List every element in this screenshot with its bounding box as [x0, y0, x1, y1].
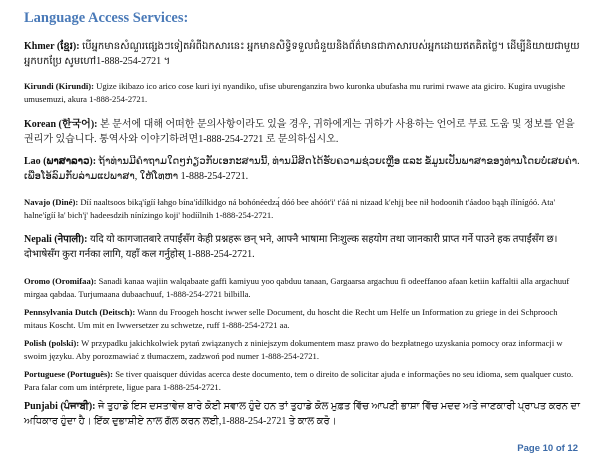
page-number: Page 10 of 12	[517, 443, 578, 454]
language-text: Wann du Froogeh hoscht iwwer selle Document, du hoscht die Recht um Helfe un Information zu griege in dei Schprooch mitaus Koscht. Um mit en Iwwersetzer zu schwetze, ruff 1-888-254-2721 aa.	[24, 307, 558, 330]
entry-lao	[24, 155, 580, 184]
entry-oromo	[24, 275, 580, 300]
entry-polish	[24, 337, 580, 362]
language-name: Portuguese (Português):	[24, 369, 114, 379]
language-name: Navajo (Diné):	[24, 197, 79, 207]
language-text: ຖ້າທ່ານມີຄຳຖາມໃດໆກ່ຽວກັບເອກະສານນີ້, ທ່ານມີສິດໄດ້ຮັບຄວາມຊ່ວຍເຫຼືອ ແລະ ຂໍ້ມູນເປັນພາສາຂອງທ່ານໂດຍບໍ່ເສຍຄ່າ. ເພື່ອໂອ້ລົມກັບລ່າມແປພາສາ, ໃຫ້ໂທຫາ 1-888-254-2721.	[24, 156, 580, 182]
section-title: Language Access Services:	[24, 10, 189, 26]
language-text: यदि यो कागजातबारे तपाईंसँग केही प्रश्नहरू छन् भने, आफ्नै भाषामा निःशुल्क सहयोग तथा जानकारी प्राप्त गर्ने पाउने हक तपाईंसँग छ। दोभाषेसँग कुरा गर्नका लागि, यहाँ कल गर्नुहोस् 1-888-254-2721.	[24, 234, 558, 260]
language-name: Khmer (ខ្មែរ):	[24, 41, 80, 52]
language-text: 본 문서에 대해 어떠한 문의사항이라도 있을 경우, 귀하에게는 귀하가 사용하는 언어로 무료 도움 및 정보를 얻을 권리가 있습니다. 통역사와 이야기하려면1-888-254-2721 로 문의하십시오.	[24, 119, 575, 145]
language-text: បើអ្នកមានសំណួរផ្សេងៗទៀតអំពីឯកសារនេះ អ្នកមានសិទ្ធិទទួលជំនួយនិងព័ត៌មានជាភាសារបស់អ្នកដោយឥតគិតថ្លៃ។ ដើម្បីនិយាយជាមួយអ្នកបកប្រែ សូមហៅ1-888-254-2721 ។	[24, 41, 580, 67]
language-text: Díí naaltsoos biką'ígíí łahgo bína'ídílkidgo ná bohónéedzą́ dóó bee ahóót'i' t'áá ni nizaad k'ehjį bee nił hodoonih t'áadoo bąąh ílínígóó. Ata' halne'ígíí ła' bich'į' hadeesdzih nínízingo koji' hodíílnih 1-888-254-2721.	[24, 197, 556, 220]
language-text: W przypadku jakichkolwiek pytań związanych z niniejszym dokumentem masz prawo do bezpłatnego uzyskania pomocy oraz informacji w swoim języku. Aby porozmawiać z tłumaczem, zadzwoń pod numer 1-888-254-2721.	[24, 338, 563, 361]
language-text: Se tiver quaisquer dúvidas acerca deste documento, tem o direito de solicitar ajuda e informações no seu idioma, sem qualquer custo. Para falar com um intérprete, ligue para 1-888-254-2721.	[24, 369, 574, 392]
language-name: Oromo (Oromifaa):	[24, 276, 97, 286]
entry-korean	[24, 118, 580, 147]
language-name: Nepali (नेपाली):	[24, 234, 88, 245]
entry-pennsylvania-dutch	[24, 306, 580, 331]
entry-kirundi	[24, 80, 580, 105]
language-name: Polish (polski):	[24, 338, 80, 348]
language-name: Kirundi (Kirundi):	[24, 81, 94, 91]
entry-navajo	[24, 196, 580, 221]
language-name: Lao (ພາສາລາວ):	[24, 156, 97, 167]
language-text: Ugize ikibazo ico arico cose kuri iyi nyandiko, ufise uburenganzira bwo kuronka ubufasha mu rurimi rwawe ata giciro. Kugira uvugishe umusemuzi, akura 1-888-254-2721.	[24, 81, 566, 104]
entry-portuguese	[24, 368, 580, 393]
language-text: Sanadi kanaa wajiin walqabaate gaffi kamiyuu yoo qabduu tanaan, Gargaarsa argachuu fi odeeffanoo afaan ketiin kaffaltii alla argachuuf mirgaa qabdaa. Turjumaana dubaachuuf, 1-888-254-2721 bilbilla.	[24, 276, 570, 299]
entry-punjabi	[24, 400, 580, 429]
language-text: ਜੇ ਤੁਹਾਡੇ ਇਸ ਦਸਤਾਵੇਜ਼ ਬਾਰੇ ਕੋਈ ਸਵਾਲ ਹੁੰਦੇ ਹਨ ਤਾਂ ਤੁਹਾਡੇ ਕੋਲ ਮੁਫ਼ਤ ਵਿੱਚ ਆਪਣੀ ਭਾਸ਼ਾ ਵਿੱਚ ਮਦਦ ਅਤੇ ਜਾਣਕਾਰੀ ਪ੍ਰਾਪਤ ਕਰਨ ਦਾ ਅਧਿਕਾਰ ਹੁੰਦਾ ਹੈ। ਇੱਕ ਦੁਭਾਸ਼ੀਏ ਨਾਲ ਗੱਲ ਕਰਨ ਲਈ,1-888-254-2721 ਤੇ ਕਾਲ ਕਰੋ।	[24, 401, 580, 427]
entry-khmer	[24, 40, 580, 69]
language-name: Korean (한국어):	[24, 119, 98, 130]
language-name: Pennsylvania Dutch (Deitsch):	[24, 307, 136, 317]
entry-nepali	[24, 233, 580, 262]
language-name: Punjabi (ਪੰਜਾਬੀ):	[24, 401, 96, 412]
